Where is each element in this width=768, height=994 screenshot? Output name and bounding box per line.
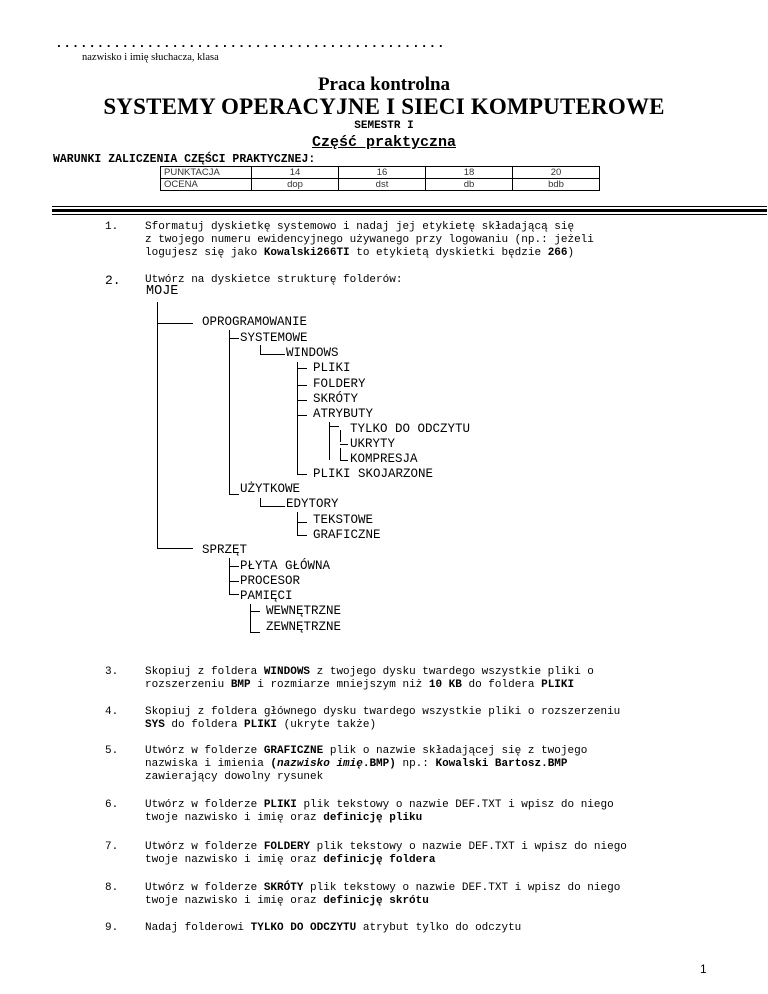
tree-node: WEWNĘTRZNE (266, 604, 342, 618)
tree-node: UKRYTY (350, 437, 396, 451)
part-heading: Część praktyczna (311, 134, 457, 151)
task-2-text: Utwórz na dyskietce strukturę folderów: (145, 274, 403, 286)
task-9-text: Nadaj folderowi TYLKO DO ODCZYTU atrybut tylko do odczytu (145, 922, 522, 934)
points-cell: 16 (339, 167, 426, 179)
tree-node: PLIKI (313, 361, 351, 375)
task-3-text: Skopiuj z foldera WINDOWS z twojego dysku twardego wszystkie pliki o rozszerzeniu BMP i rozmiarze mniejszym niż 10 KB do foldera PLIKI (145, 666, 594, 691)
points-cell: 14 (252, 167, 339, 179)
tree-node: PROCESOR (240, 574, 301, 588)
points-label: PUNKTACJA (161, 167, 252, 179)
points-cell: 20 (513, 167, 600, 179)
doc-title-small: Praca kontrolna (317, 74, 451, 95)
task-number: 8. (105, 882, 119, 894)
semester-label: SEMESTR I (354, 120, 414, 132)
grade-cell: bdb (513, 179, 600, 191)
grades-row (161, 179, 600, 191)
task-number: 1. (105, 221, 119, 233)
points-row (161, 167, 600, 179)
divider-line (52, 214, 767, 215)
tree-node: ATRYBUTY (313, 407, 374, 421)
task-1-text: Sformatuj dyskietkę systemowo i nadaj jej etykietę składającą się z twojego numeru ewidencyjnego używanego przy logowaniu (np.: jeżeli logujesz się jako Kowalski266TI to etykietą dyskietki będzie 266) (145, 221, 594, 259)
task-number: 5. (105, 745, 119, 757)
tree-node: SKRÓTY (313, 392, 359, 406)
task-4-text: Skopiuj z foldera głównego dysku twardego wszystkie pliki o rozszerzeniu SYS do foldera PLIKI (ukryte także) (145, 706, 621, 731)
task-number: 3. (105, 666, 119, 678)
task-8-text: Utwórz w folderze SKRÓTY plik tekstowy o nazwie DEF.TXT i wpisz do niego twoje nazwisko i imię oraz definicję skrótu (145, 882, 621, 907)
tree-node: PLIKI SKOJARZONE (313, 467, 434, 481)
task-number: 6. (105, 799, 119, 811)
tree-node: UŻYTKOWE (240, 482, 301, 496)
tree-node: ZEWNĘTRZNE (266, 620, 342, 634)
tree-node: MOJE (146, 284, 179, 299)
tree-node: FOLDERY (313, 377, 366, 391)
score-table (160, 166, 600, 191)
grade-cell: dop (252, 179, 339, 191)
task-5-text: Utwórz w folderze GRAFICZNE plik o nazwie składającej się z twojego nazwiska i imienia (nazwisko imię.BMP) np.: Kowalski Bartosz.BMP zawierający dowolny rysunek (145, 745, 588, 783)
doc-title-main: SYSTEMY OPERACYJNE I SIECI KOMPUTEROWE (103, 94, 665, 119)
tree-node: EDYTORY (286, 497, 339, 511)
conditions-heading: WARUNKI ZALICZENIA CZĘŚCI PRAKTYCZNEJ: (53, 153, 316, 166)
divider-line (52, 206, 767, 207)
tree-node: WINDOWS (286, 346, 339, 360)
tree-node: SYSTEMOWE (240, 331, 308, 345)
tree-node: TYLKO DO ODCZYTU (350, 422, 471, 436)
divider-line (52, 209, 767, 212)
tree-node: TEKSTOWE (313, 513, 374, 527)
grade-cell: db (426, 179, 513, 191)
task-6-text: Utwórz w folderze PLIKI plik tekstowy o nazwie DEF.TXT i wpisz do niego twoje nazwisko i imię oraz definicję pliku (145, 799, 614, 824)
tree-node: PAMIĘCI (240, 589, 293, 603)
name-dots: ............................................... (55, 36, 446, 51)
page-number: 1 (700, 962, 707, 976)
task-number: 7. (105, 841, 119, 853)
task-number: 9. (105, 922, 119, 934)
tree-node: PŁYTA GŁÓWNA (240, 559, 331, 573)
grade-cell: dst (339, 179, 426, 191)
tree-node: OPROGRAMOWANIE (202, 315, 308, 329)
grades-label: OCENA (161, 179, 252, 191)
task-number: 2. (105, 273, 121, 288)
tree-node: GRAFICZNE (313, 528, 381, 542)
task-number: 4. (105, 706, 119, 718)
name-caption: nazwisko i imię słuchacza, klasa (82, 52, 219, 63)
tree-node: KOMPRESJA (350, 452, 418, 466)
tree-node: SPRZĘT (202, 543, 248, 557)
points-cell: 18 (426, 167, 513, 179)
task-7-text: Utwórz w folderze FOLDERY plik tekstowy o nazwie DEF.TXT i wpisz do niego twoje nazwisko i imię oraz definicję foldera (145, 841, 627, 866)
